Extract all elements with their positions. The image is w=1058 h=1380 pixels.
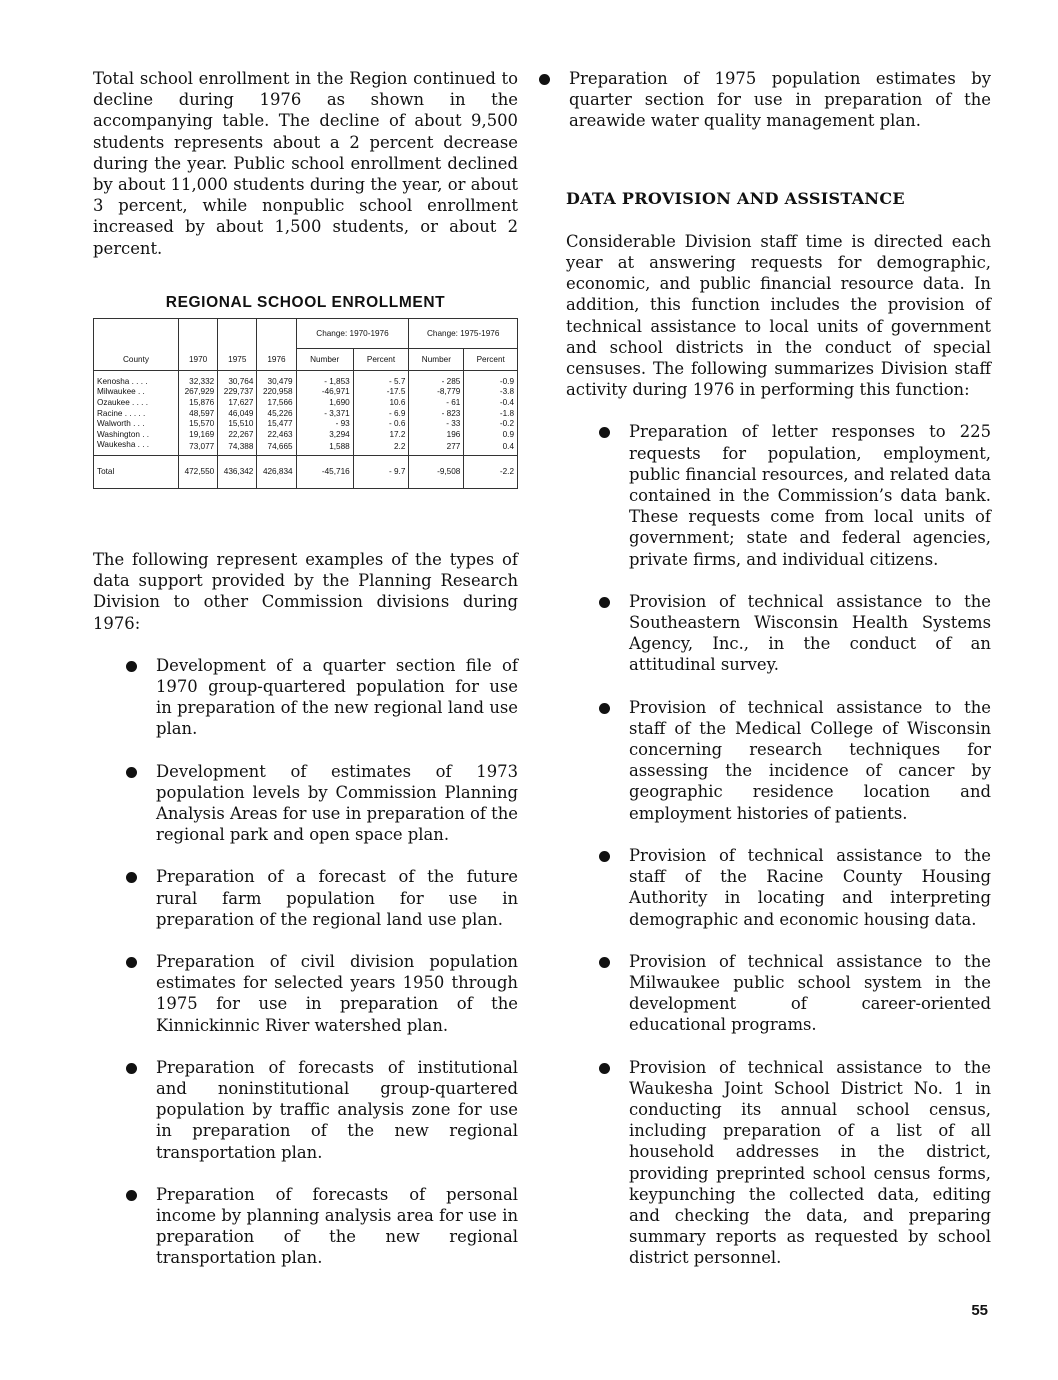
left-column — [93, 68, 518, 1269]
col-county: County — [94, 319, 179, 371]
table-row: Washington . . 19,169 22,267 22,463 3,294 17.2 196 0.9 — [94, 430, 518, 441]
intro-paragraph: Total school enrollment in the Region continued to decline during 1976 as shown in the accompanying table. The decline of about 9,500 students represents about a 2 percent decrease during the year. Public school enrollment declined by about 11,000 students during the year, or about 3 percent, while nonpublic school enrollment increased by about 1,500 students, or about 2 percent. — [93, 69, 518, 258]
section-paragraph: Considerable Division staff time is directed each year at answering requests for demographic, economic, and public financial resource data. In addition, this function includes the provision of technical assistance to local units of government and school districts in the conduct of special censuses. The following summarizes Division staff activity during 1976 in performing this function: — [566, 231, 991, 400]
enrollment-table-block — [93, 292, 518, 489]
list-item: Preparation of letter responses to 225 requests for population, employment, public financial resources, and related data contained in the Commission’s data bank. These requests come from local units of government; state and federal agencies, private firms, and individual citizens. — [566, 421, 991, 569]
group-change-1975-1976: Change: 1975-1976 — [409, 319, 518, 349]
right-column — [566, 68, 991, 1269]
enrollment-table — [93, 318, 518, 489]
col-number-1970-1976: Number — [296, 349, 353, 371]
table-row: Milwaukee . . 267,929 229,737 220,958 -46,971 -17.5 -8,779 -3.8 — [94, 387, 518, 398]
assistance-list — [566, 421, 991, 1268]
list-item: Provision of technical assistance to the Southeastern Wisconsin Health Systems Agency, Inc., in the conduct of an attitudinal survey. — [566, 591, 991, 676]
table-row: Waukesha . . . 73,077 74,388 74,665 1,588 2.2 277 0.4 — [94, 440, 518, 455]
table-row: Kenosha . . . . 32,332 30,764 30,479 - 1,853 - 5.7 - 285 -0.9 — [94, 377, 518, 388]
list-item: Preparation of a forecast of the future rural farm population for use in preparation of the regional land use plan. — [93, 866, 518, 930]
col-1976: 1976 — [257, 319, 296, 371]
examples-intro: The following represent examples of the types of data support provided by the Planning Research Division to other Commission divisions during 1976: — [93, 549, 518, 633]
table-row: Walworth . . . 15,570 15,510 15,477 - 93 - 0.6 - 33 -0.2 — [94, 419, 518, 430]
page-number: 55 — [971, 1302, 988, 1319]
section-heading: DATA PROVISION AND ASSISTANCE — [566, 188, 905, 208]
list-item: Provision of technical assistance to the staff of the Racine County Housing Authority in locating and interpreting demographic and economic housing data. — [566, 845, 991, 930]
col-percent-1970-1976: Percent — [353, 349, 409, 371]
examples-list — [93, 655, 518, 1269]
list-item: Preparation of forecasts of personal income by planning analysis area for use in preparation of the new regional transportation plan. — [93, 1184, 518, 1269]
col-percent-1975-1976: Percent — [464, 349, 518, 371]
list-item: Provision of technical assistance to the staff of the Medical College of Wisconsin concerning research techniques for assessing the incidence of cancer by geographic residence location and employment histories of patients. — [566, 697, 991, 824]
top-bullet-list — [506, 68, 991, 132]
col-number-1975-1976: Number — [409, 349, 464, 371]
col-1975: 1975 — [218, 319, 257, 371]
list-item: Preparation of civil division population estimates for selected years 1950 through 1975 for use in preparation of the Kinnickinnic River watershed plan. — [93, 951, 518, 1036]
table-row: Ozaukee . . . . 15,876 17,627 17,566 1,690 10.6 - 61 -0.4 — [94, 398, 518, 409]
list-item: Preparation of forecasts of institutional and noninstitutional group-quartered population by traffic analysis zone for use in preparation of the new regional transportation plan. — [93, 1057, 518, 1163]
group-change-1970-1976: Change: 1970-1976 — [296, 319, 409, 349]
list-item: Development of a quarter section file of 1970 group-quartered population for use in preparation of the new regional land use plan. — [93, 655, 518, 740]
table-title: REGIONAL SCHOOL ENROLLMENT — [165, 293, 446, 311]
list-item: Provision of technical assistance to the Milwaukee public school system in the development of career-oriented educational programs. — [566, 951, 991, 1036]
list-item: Preparation of 1975 population estimates by quarter section for use in preparation of the areawide water quality management plan. — [506, 68, 991, 132]
table-total-row: Total 472,550 436,342 426,834 -45,716 - 9.7 -9,508 -2.2 — [94, 455, 518, 488]
col-1970: 1970 — [179, 319, 218, 371]
list-item: Provision of technical assistance to the Waukesha Joint School District No. 1 in conducting its annual school census, including preparation of a list of all household addresses in the district, providing preprinted school census forms, keypunching the collected data, editing and checking the data, and preparing summary reports as requested by school district personnel. — [566, 1057, 991, 1269]
table-row: Racine . . . . . 48,597 46,049 45,226 - 3,371 - 6.9 - 823 -1.8 — [94, 409, 518, 420]
list-item: Development of estimates of 1973 population levels by Commission Planning Analysis Areas for use in preparation of the regional park and open space plan. — [93, 761, 518, 846]
